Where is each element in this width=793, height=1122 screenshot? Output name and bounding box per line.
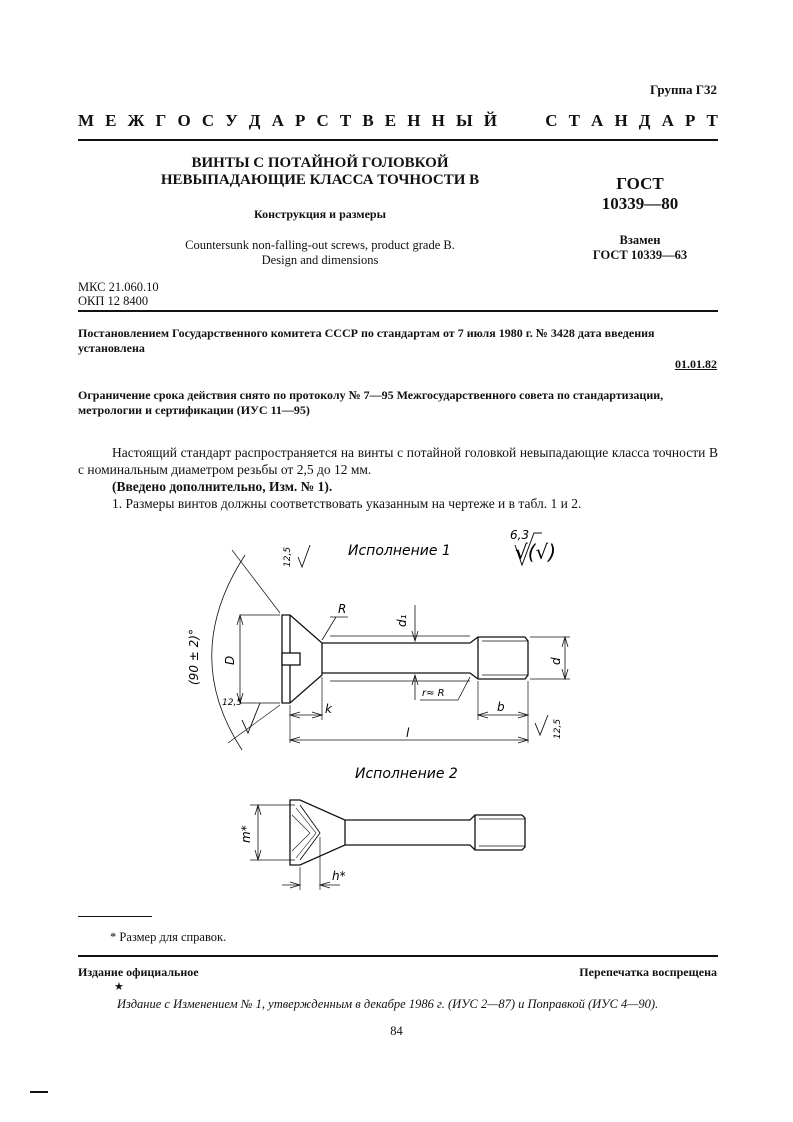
heading-letter: Д: [248, 111, 261, 130]
heading-letter: Р: [295, 111, 306, 130]
heading-letter: О: [177, 111, 191, 130]
heading-letter: Е: [105, 111, 117, 130]
english-title: [100, 238, 540, 268]
interstate-standard-heading: [78, 111, 718, 131]
heading-letter: С: [316, 111, 329, 130]
star-mark: ★: [114, 981, 124, 993]
dimensions-paragraph: 1. Размеры винтов должны соответствовать указанным на чертеже и в табл. 1 и 2.: [112, 496, 582, 511]
heading-letter: В: [362, 111, 374, 130]
screw-drawing: [170, 515, 590, 905]
amendment-note: (Введено дополнительно, Изм. № 1).: [112, 479, 333, 494]
heading-letter: Ж: [127, 111, 145, 130]
recess-depth-label: h*: [332, 869, 346, 883]
heading-letter: С: [201, 111, 215, 130]
heading-letter: Т: [339, 111, 352, 130]
document-subtitle: Конструкция и размеры: [254, 207, 386, 221]
variant1-shank: [322, 637, 528, 679]
gost-label: ГОСТ: [616, 174, 664, 193]
official-edition-label: Издание официальное: [78, 965, 199, 979]
page-number: 84: [390, 1024, 403, 1038]
roughness-label: 12,5: [553, 718, 563, 739]
roughness-label: 12,5: [222, 698, 243, 708]
gost-number: 10339—80: [601, 194, 679, 213]
english-title-line: Design and dimensions: [261, 253, 379, 267]
body-text: [78, 444, 718, 512]
mks-code: МКС 21.060.10: [78, 280, 159, 294]
heading-letter: Н: [431, 111, 445, 130]
heading-letter: А: [591, 111, 604, 130]
edition-note: Издание с Изменением № 1, утвержденным в декабре 1986 г. (ИУС 2—87) и Поправкой (ИУС 4—90).: [117, 997, 659, 1011]
head-height-label: k: [325, 702, 332, 716]
title-line: НЕВЫПАДАЮЩИЕ КЛАССА ТОЧНОСТИ В: [160, 172, 480, 188]
screw-length-label: l: [406, 726, 410, 740]
replaced-label: Взамен: [619, 233, 661, 247]
reprint-prohibited-label: Перепечатка воспрещена: [579, 965, 717, 979]
thread-length-label: b: [497, 700, 505, 714]
classification-codes: [78, 280, 159, 308]
heading-letter: М: [78, 111, 95, 130]
heading-letter: Т: [568, 111, 580, 130]
roughness-value: 6,3: [510, 528, 530, 542]
replaced-number: ГОСТ 10339—63: [592, 248, 688, 262]
document-title: [100, 155, 540, 189]
heading-letter: Й: [483, 111, 497, 130]
variant1-label: Исполнение 1: [348, 543, 451, 559]
heading-letter: Т: [706, 111, 718, 130]
fillet-radius-label: r≈ R: [422, 688, 445, 699]
shank-diameter-label: d₁: [395, 614, 409, 627]
validity-limit-note: Ограничение срока действия снято по протоколу № 7—95 Межгосударственного совета по стандартизации, метрологии и сертификации (ИУС 11—95): [78, 388, 664, 417]
heading-letter: Ы: [455, 111, 473, 130]
corner-mark: [30, 1091, 48, 1093]
okp-code: ОКП 12 8400: [78, 294, 149, 308]
heading-letter: Р: [684, 111, 696, 130]
scope-paragraph: Настоящий стандарт распространяется на винты с потайной головкой невыпадающие класса точности В с номинальным диаметром резьбы от 2,5 до 12 мм.: [78, 445, 718, 477]
footer-rule: [78, 955, 718, 957]
heading-letter: А: [661, 111, 674, 130]
footnote-rule: [78, 916, 152, 917]
replaced-standard: [560, 233, 720, 263]
heading-letter: Е: [384, 111, 397, 130]
thread-diameter-label: d: [549, 657, 563, 665]
recess-width-label: m*: [239, 825, 253, 843]
top-rule: [78, 139, 718, 141]
english-title-line: Countersunk non-falling-out screws, product grade B.: [185, 238, 455, 252]
variant2-shank: [345, 815, 525, 850]
group-label: Группа Г32: [649, 82, 717, 97]
decree-text: Постановлением Государственного комитета СССР по стандартам от 7 июля 1980 г. № 3428 дата введения установлена: [78, 326, 655, 355]
roughness-label: 12,5: [283, 546, 293, 567]
gost-designation: [560, 174, 720, 214]
radius-label: R: [338, 602, 347, 616]
head-diameter-label: D: [223, 655, 237, 665]
header-bottom-rule: [78, 310, 718, 312]
introduction-date: 01.01.82: [675, 357, 717, 371]
heading-letter: А: [271, 111, 284, 130]
footnote: * Размер для справок.: [110, 930, 227, 944]
word-gap: [508, 111, 534, 131]
heading-letter: С: [545, 111, 558, 130]
heading-letter: Д: [638, 111, 651, 130]
roughness-sign: √(√): [515, 540, 557, 564]
title-line: ВИНТЫ С ПОТАЙНОЙ ГОЛОВКОЙ: [191, 155, 449, 171]
heading-letter: Н: [614, 111, 628, 130]
heading-letter: Г: [155, 111, 167, 130]
variant2-label: Исполнение 2: [355, 766, 458, 782]
heading-letter: Н: [407, 111, 421, 130]
heading-letter: У: [225, 111, 238, 130]
angle-label: (90 ± 2)°: [187, 629, 201, 685]
